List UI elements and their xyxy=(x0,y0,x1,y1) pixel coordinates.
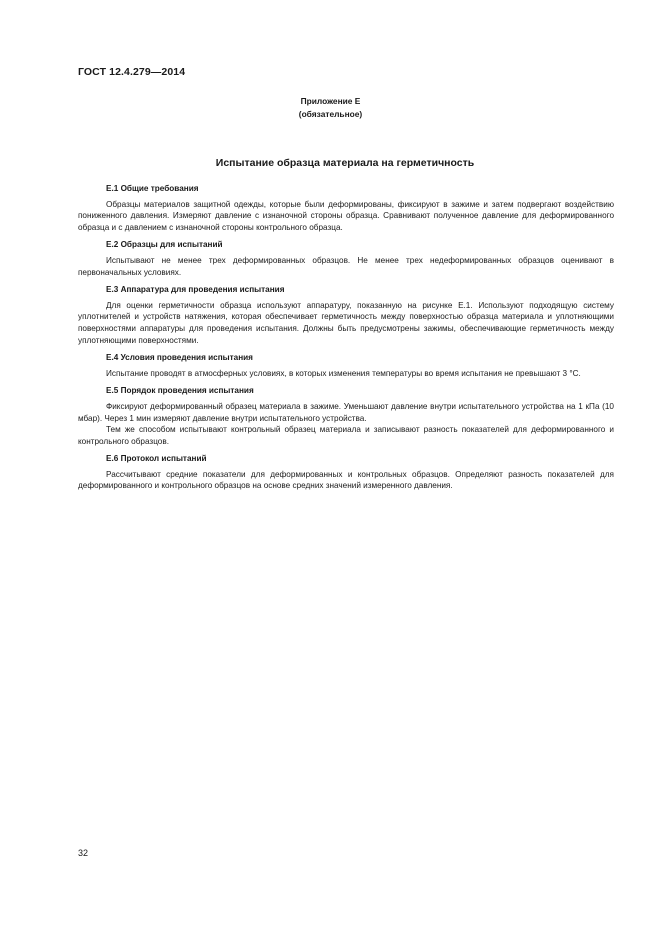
section-heading: Е.1 Общие требования xyxy=(106,184,199,193)
appendix-status: (обязательное) xyxy=(298,109,363,119)
document-body xyxy=(78,183,614,498)
section-heading: Е.2 Образцы для испытаний xyxy=(106,240,223,250)
page-number: 32 xyxy=(78,848,89,858)
paragraph: Испытание проводят в атмосферных условиях, в которых изменения температуры во время испытания не превышают 3 °С. xyxy=(106,368,581,378)
paragraph: Тем же способом испытывают контрольный образец материала и записывают разность показателей для деформированного и контрольного образцов. xyxy=(78,425,614,446)
section-e4 xyxy=(78,352,614,379)
section-heading: Е.5 Порядок проведения испытания xyxy=(106,386,254,396)
appendix-label: Приложение Е xyxy=(300,96,361,106)
section-heading: Е.4 Условия проведения испытания xyxy=(106,353,253,363)
paragraph: Испытывают не менее трех деформированных образцов. Не менее трех недеформированных образцов оценивают в первоначальных условиях. xyxy=(78,255,614,277)
document-header: ГОСТ 12.4.279—2014 xyxy=(78,66,186,78)
section-heading: Е.3 Аппаратура для проведения испытания xyxy=(106,285,285,295)
paragraph: Образцы материалов защитной одежды, которые были деформированы, фиксируют в зажиме и затем подвергают воздействию пониженного давления. Измеряют давление с изнаночной стороны образца. Сравнивают полученное давление для деформированного образца и с давлением с изнаночной стороны контрольного образца. xyxy=(78,199,614,232)
section-e3 xyxy=(78,284,614,346)
paragraph: Рассчитывают средние показатели для деформированных и контрольных образцов. Определяют разность показателей для деформированного и контрольного образцов на основе средних значений измеренного давления. xyxy=(78,469,614,491)
paragraph: Фиксируют деформированный образец материала в зажиме. Уменьшают давление внутри испытательного устройства на 1 кПа (10 мбар). Через 1 мин измеряют давление внутри испытательного устройства. xyxy=(78,401,614,423)
section-e2 xyxy=(78,239,614,278)
section-e1 xyxy=(78,183,614,233)
section-heading: Е.6 Протокол испытаний xyxy=(106,454,207,464)
paragraph: Для оценки герметичности образца используют аппаратуру, показанную на рисунке Е.1. Используют подходящую систему уплотнителей и устройств натяжения, которая обеспечивает герметичность между поверхностью образца материала и уплотняющими поверхностями аппаратуры для проведения испытания. Должны быть предусмотрены зажимы, обеспечивающие герметичность между уплотняющими поверхностями. xyxy=(78,300,614,345)
section-e5 xyxy=(78,385,614,447)
section-e6 xyxy=(78,453,614,492)
page-title: Испытание образца материала на герметичность xyxy=(215,157,475,169)
